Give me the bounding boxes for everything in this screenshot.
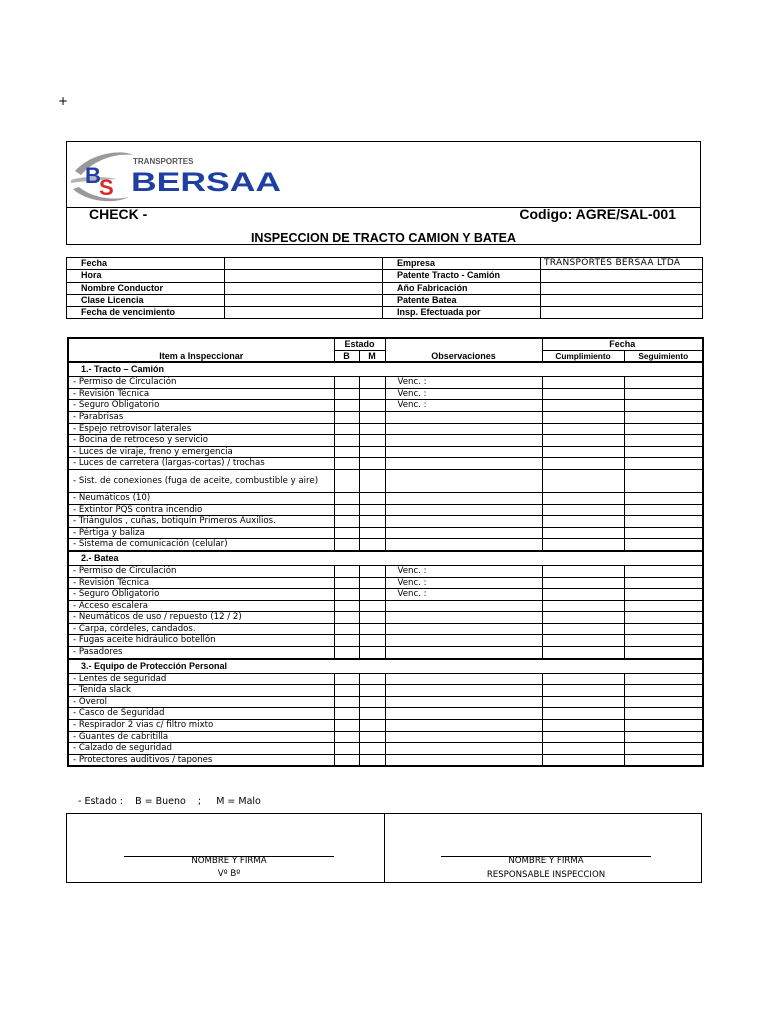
estado-b-cell[interactable]	[334, 458, 359, 470]
info-field[interactable]	[225, 270, 383, 282]
item-label: - Neumáticos de uso / repuesto (12 / 2)	[68, 612, 334, 624]
estado-b-cell[interactable]	[334, 504, 359, 516]
item-label: - Fugas aceite hidráulico botellón	[68, 635, 334, 647]
observaciones-cell[interactable]	[385, 754, 542, 766]
observaciones-cell[interactable]	[385, 469, 542, 492]
section-title: 1.- Tracto – Camión	[68, 362, 703, 377]
table-row	[68, 600, 703, 612]
cumplimiento-cell[interactable]	[542, 435, 624, 447]
seguimiento-cell[interactable]	[624, 647, 703, 659]
table-row	[68, 516, 703, 528]
seguimiento-cell[interactable]	[624, 423, 703, 435]
seguimiento-cell[interactable]	[624, 458, 703, 470]
item-label: - Pasadores	[68, 647, 334, 659]
estado-b-cell[interactable]	[334, 647, 359, 659]
seguimiento-cell[interactable]	[624, 400, 703, 412]
seguimiento-cell[interactable]	[624, 731, 703, 743]
cumplimiento-cell[interactable]	[542, 600, 624, 612]
info-label: Nombre Conductor	[67, 282, 225, 294]
estado-m-cell[interactable]	[359, 435, 385, 447]
info-row	[67, 307, 703, 319]
item-label: - Seguro Obligatorio	[68, 400, 334, 412]
estado-b-cell[interactable]	[334, 685, 359, 697]
info-label: Fecha	[67, 258, 225, 270]
info-label: Insp. Efectuada por	[383, 307, 541, 319]
estado-b-cell[interactable]	[334, 423, 359, 435]
info-row	[67, 282, 703, 294]
info-label: Clase Licencia	[67, 294, 225, 306]
estado-b-cell[interactable]	[334, 696, 359, 708]
cumplimiento-cell[interactable]	[542, 492, 624, 504]
estado-m-cell[interactable]	[359, 577, 385, 589]
estado-m-cell[interactable]	[359, 600, 385, 612]
cumplimiento-cell[interactable]	[542, 743, 624, 755]
section-row	[68, 659, 703, 674]
estado-m-cell[interactable]	[359, 743, 385, 755]
cumplimiento-cell[interactable]	[542, 635, 624, 647]
info-field[interactable]	[225, 294, 383, 306]
estado-m-cell[interactable]	[359, 673, 385, 685]
observaciones-cell[interactable]: Venc. :	[385, 400, 542, 412]
estado-m-cell[interactable]	[359, 423, 385, 435]
seguimiento-cell[interactable]	[624, 589, 703, 601]
logo-swoosh	[75, 152, 133, 175]
seguimiento-cell[interactable]	[624, 516, 703, 528]
observaciones-cell[interactable]	[385, 743, 542, 755]
info-label: Fecha de vencimiento	[67, 307, 225, 319]
seguimiento-cell[interactable]	[624, 696, 703, 708]
item-label: - Acceso escalera	[68, 600, 334, 612]
cumplimiento-cell[interactable]	[542, 411, 624, 423]
table-row	[68, 708, 703, 720]
estado-b-cell[interactable]	[334, 577, 359, 589]
estado-legend: - Estado : B = Bueno ; M = Malo	[78, 796, 261, 807]
signature-name-left: NOMBRE Y FIRMA	[191, 856, 267, 866]
estado-b-cell[interactable]	[334, 623, 359, 635]
estado-m-cell[interactable]	[359, 720, 385, 732]
cumplimiento-cell[interactable]	[542, 446, 624, 458]
observaciones-header: Observaciones	[385, 338, 542, 362]
seguimiento-cell[interactable]	[624, 435, 703, 447]
seguimiento-cell[interactable]	[624, 577, 703, 589]
observaciones-cell[interactable]	[385, 504, 542, 516]
table-row	[68, 411, 703, 423]
document-code: Codigo: AGRE/SAL-001	[519, 206, 676, 222]
info-field[interactable]	[225, 307, 383, 319]
signature-sub-right: RESPONSABLE INSPECCION	[486, 870, 606, 880]
estado-m-cell[interactable]	[359, 411, 385, 423]
estado-m-cell[interactable]	[359, 647, 385, 659]
table-row	[68, 527, 703, 539]
info-field[interactable]	[225, 258, 383, 270]
item-label: - Revisión Técnica	[68, 388, 334, 400]
info-label: Patente Batea	[383, 294, 541, 306]
cumplimiento-cell[interactable]	[542, 720, 624, 732]
table-row	[68, 388, 703, 400]
observaciones-cell[interactable]	[385, 435, 542, 447]
seguimiento-cell[interactable]	[624, 635, 703, 647]
info-label: Empresa	[383, 258, 541, 270]
seguimiento-cell[interactable]	[624, 539, 703, 551]
estado-m-cell[interactable]	[359, 458, 385, 470]
observaciones-cell[interactable]	[385, 647, 542, 659]
observaciones-cell[interactable]	[385, 673, 542, 685]
item-label: - Luces de viraje, freno y emergencia	[68, 446, 334, 458]
item-label: - Revisión Técnica	[68, 577, 334, 589]
item-label: - Pértiga y baliza	[68, 527, 334, 539]
cumplimiento-cell[interactable]	[542, 539, 624, 551]
item-label: - Lentes de seguridad	[68, 673, 334, 685]
seguimiento-cell[interactable]	[624, 708, 703, 720]
cumplimiento-cell[interactable]	[542, 516, 624, 528]
section-row	[68, 362, 703, 377]
estado-b-cell[interactable]	[334, 411, 359, 423]
observaciones-cell[interactable]	[385, 708, 542, 720]
estado-b-header: B	[334, 350, 359, 362]
observaciones-cell[interactable]: Venc. :	[385, 565, 542, 577]
estado-m-cell[interactable]	[359, 754, 385, 766]
table-row	[68, 647, 703, 659]
observaciones-cell[interactable]	[385, 600, 542, 612]
table-row	[68, 743, 703, 755]
observaciones-cell[interactable]	[385, 516, 542, 528]
cumplimiento-cell[interactable]	[542, 685, 624, 697]
cumplimiento-cell[interactable]	[542, 731, 624, 743]
estado-b-cell[interactable]	[334, 527, 359, 539]
table-row	[68, 623, 703, 635]
seguimiento-cell[interactable]	[624, 377, 703, 389]
estado-m-cell[interactable]	[359, 696, 385, 708]
signature-box	[66, 813, 702, 883]
table-row	[68, 720, 703, 732]
info-label: Año Fabricación	[383, 282, 541, 294]
item-label: - Seguro Obligatorio	[68, 589, 334, 601]
table-row	[68, 400, 703, 412]
logo-subtitle: TRANSPORTES	[133, 157, 194, 166]
item-header: Item a Inspeccionar	[68, 338, 334, 362]
table-row	[68, 492, 703, 504]
info-field[interactable]	[541, 307, 703, 319]
item-label: - Permiso de Circulación	[68, 565, 334, 577]
seguimiento-cell[interactable]	[624, 612, 703, 624]
estado-b-cell[interactable]	[334, 612, 359, 624]
estado-b-cell[interactable]	[334, 743, 359, 755]
estado-m-cell[interactable]	[359, 492, 385, 504]
plus-marker: +	[58, 94, 69, 108]
observaciones-cell[interactable]: Venc. :	[385, 388, 542, 400]
estado-b-cell[interactable]	[334, 754, 359, 766]
item-label: - Luces de carretera (largas-cortas) / trochas	[68, 458, 334, 470]
logo-initial-s: S	[99, 175, 114, 200]
item-label: - Casco de Seguridad	[68, 708, 334, 720]
observaciones-cell[interactable]	[385, 720, 542, 732]
estado-m-cell[interactable]	[359, 623, 385, 635]
table-row	[68, 565, 703, 577]
table-row	[68, 673, 703, 685]
item-label: - Carpa, córdeles, candados.	[68, 623, 334, 635]
estado-b-cell[interactable]	[334, 516, 359, 528]
cumplimiento-header: Cumplimiento	[542, 350, 624, 362]
table-row	[68, 635, 703, 647]
info-field[interactable]	[541, 270, 703, 282]
observaciones-cell[interactable]	[385, 623, 542, 635]
estado-m-cell[interactable]	[359, 516, 385, 528]
estado-b-cell[interactable]	[334, 673, 359, 685]
cumplimiento-cell[interactable]	[542, 388, 624, 400]
seguimiento-cell[interactable]	[624, 720, 703, 732]
cumplimiento-cell[interactable]	[542, 504, 624, 516]
table-row	[68, 731, 703, 743]
cumplimiento-cell[interactable]	[542, 708, 624, 720]
info-row	[67, 294, 703, 306]
info-label: Patente Tracto - Camión	[383, 270, 541, 282]
page-title: INSPECCION DE TRACTO CAMION Y BATEA	[250, 231, 517, 245]
item-label: - Protectores auditivos / tapones	[68, 754, 334, 766]
estado-m-cell[interactable]	[359, 731, 385, 743]
estado-b-cell[interactable]	[334, 635, 359, 647]
estado-m-cell[interactable]	[359, 685, 385, 697]
seguimiento-cell[interactable]	[624, 446, 703, 458]
observaciones-cell[interactable]	[385, 492, 542, 504]
observaciones-cell[interactable]	[385, 446, 542, 458]
item-label: - Neumáticos (10)	[68, 492, 334, 504]
signature-divider	[384, 814, 385, 882]
cumplimiento-cell[interactable]	[542, 612, 624, 624]
item-label: - Bocina de retroceso y servicio	[68, 435, 334, 447]
estado-b-cell[interactable]	[334, 446, 359, 458]
info-label: Hora	[67, 270, 225, 282]
observaciones-cell[interactable]	[385, 731, 542, 743]
estado-b-cell[interactable]	[334, 435, 359, 447]
item-label: - Triángulos , cuñas, botiquín Primeros Auxilios.	[68, 516, 334, 528]
section-title: 3.- Equipo de Protección Personal	[68, 659, 703, 674]
table-row	[68, 377, 703, 389]
info-field[interactable]	[541, 294, 703, 306]
estado-b-cell[interactable]	[334, 708, 359, 720]
table-row	[68, 435, 703, 447]
estado-b-cell[interactable]	[334, 377, 359, 389]
estado-m-cell[interactable]	[359, 612, 385, 624]
table-row	[68, 458, 703, 470]
cumplimiento-cell[interactable]	[542, 400, 624, 412]
info-field[interactable]	[225, 282, 383, 294]
estado-b-cell[interactable]	[334, 539, 359, 551]
observaciones-cell[interactable]: Venc. :	[385, 589, 542, 601]
signature-sub-left: Vº Bº	[217, 869, 241, 879]
item-label: - Overol	[68, 696, 334, 708]
cumplimiento-cell[interactable]	[542, 754, 624, 766]
estado-m-cell[interactable]	[359, 539, 385, 551]
observaciones-cell[interactable]	[385, 539, 542, 551]
seguimiento-cell[interactable]	[624, 527, 703, 539]
seguimiento-cell[interactable]	[624, 754, 703, 766]
observaciones-cell[interactable]	[385, 458, 542, 470]
observaciones-cell[interactable]: Venc. :	[385, 377, 542, 389]
estado-b-cell[interactable]	[334, 589, 359, 601]
item-label: - Espejo retrovisor laterales	[68, 423, 334, 435]
cumplimiento-cell[interactable]	[542, 589, 624, 601]
item-label: - Tenida slack	[68, 685, 334, 697]
table-row	[68, 589, 703, 601]
cumplimiento-cell[interactable]	[542, 423, 624, 435]
seguimiento-cell[interactable]	[624, 565, 703, 577]
section-row	[68, 551, 703, 566]
item-label: - Extintor PQS contra incendio	[68, 504, 334, 516]
table-row	[68, 577, 703, 589]
estado-m-cell[interactable]	[359, 565, 385, 577]
seguimiento-cell[interactable]	[624, 411, 703, 423]
item-label: - Parabrisas	[68, 411, 334, 423]
seguimiento-cell[interactable]	[624, 743, 703, 755]
observaciones-cell[interactable]	[385, 527, 542, 539]
check-label: CHECK -	[89, 206, 148, 222]
item-label: - Calzado de seguridad	[68, 743, 334, 755]
observaciones-cell[interactable]: Venc. :	[385, 577, 542, 589]
info-table	[66, 257, 703, 319]
table-row	[68, 685, 703, 697]
info-row	[67, 258, 703, 270]
estado-m-cell[interactable]	[359, 388, 385, 400]
cumplimiento-cell[interactable]	[542, 377, 624, 389]
estado-m-cell[interactable]	[359, 589, 385, 601]
estado-m-cell[interactable]	[359, 504, 385, 516]
cumplimiento-cell[interactable]	[542, 527, 624, 539]
cumplimiento-cell[interactable]	[542, 647, 624, 659]
table-row	[68, 696, 703, 708]
cumplimiento-cell[interactable]	[542, 565, 624, 577]
logo-initial-b: B	[85, 163, 101, 188]
item-label: - Permiso de Circulación	[68, 377, 334, 389]
item-label: - Sistema de comunicación (celular)	[68, 539, 334, 551]
estado-b-cell[interactable]	[334, 469, 359, 492]
table-row	[68, 754, 703, 766]
estado-m-cell[interactable]	[359, 708, 385, 720]
estado-m-header: M	[359, 350, 385, 362]
estado-b-cell[interactable]	[334, 731, 359, 743]
seguimiento-cell[interactable]	[624, 469, 703, 492]
observaciones-cell[interactable]	[385, 612, 542, 624]
estado-b-cell[interactable]	[334, 492, 359, 504]
observaciones-cell[interactable]	[385, 696, 542, 708]
table-row	[68, 446, 703, 458]
table-row	[68, 612, 703, 624]
seguimiento-cell[interactable]	[624, 492, 703, 504]
seguimiento-cell[interactable]	[624, 504, 703, 516]
item-label: - Sist. de conexiones (fuga de aceite, combustible y aire)	[68, 469, 334, 492]
seguimiento-cell[interactable]	[624, 685, 703, 697]
observaciones-cell[interactable]	[385, 685, 542, 697]
estado-m-cell[interactable]	[359, 400, 385, 412]
cumplimiento-cell[interactable]	[542, 696, 624, 708]
seguimiento-header: Seguimiento	[624, 350, 703, 362]
estado-b-cell[interactable]	[334, 565, 359, 577]
company-logo	[71, 149, 291, 205]
header-box	[66, 141, 701, 245]
item-label: - Guantes de cabritilla	[68, 731, 334, 743]
cumplimiento-cell[interactable]	[542, 673, 624, 685]
estado-m-cell[interactable]	[359, 527, 385, 539]
table-row	[68, 469, 703, 492]
cumplimiento-cell[interactable]	[542, 458, 624, 470]
fecha-header: Fecha	[542, 338, 703, 350]
logo-brand: BERSAA	[131, 167, 281, 197]
estado-m-cell[interactable]	[359, 635, 385, 647]
cumplimiento-cell[interactable]	[542, 623, 624, 635]
item-label: - Respirador 2 vias c/ filtro mixto	[68, 720, 334, 732]
seguimiento-cell[interactable]	[624, 388, 703, 400]
seguimiento-cell[interactable]	[624, 600, 703, 612]
table-row	[68, 539, 703, 551]
cumplimiento-cell[interactable]	[542, 469, 624, 492]
section-title: 2.- Batea	[68, 551, 703, 566]
seguimiento-cell[interactable]	[624, 673, 703, 685]
observaciones-cell[interactable]	[385, 423, 542, 435]
table-row	[68, 423, 703, 435]
signature-name-right: NOMBRE Y FIRMA	[508, 856, 584, 866]
estado-b-cell[interactable]	[334, 400, 359, 412]
info-row	[67, 270, 703, 282]
estado-b-cell[interactable]	[334, 388, 359, 400]
table-row	[68, 504, 703, 516]
cumplimiento-cell[interactable]	[542, 577, 624, 589]
estado-b-cell[interactable]	[334, 600, 359, 612]
seguimiento-cell[interactable]	[624, 623, 703, 635]
estado-m-cell[interactable]	[359, 469, 385, 492]
estado-b-cell[interactable]	[334, 720, 359, 732]
estado-header: Estado	[334, 338, 385, 350]
info-field[interactable]	[541, 282, 703, 294]
estado-m-cell[interactable]	[359, 377, 385, 389]
inspection-table	[67, 337, 704, 767]
observaciones-cell[interactable]	[385, 411, 542, 423]
observaciones-cell[interactable]	[385, 635, 542, 647]
estado-m-cell[interactable]	[359, 446, 385, 458]
empresa-value: TRANSPORTES BERSAA LTDA	[541, 258, 703, 270]
